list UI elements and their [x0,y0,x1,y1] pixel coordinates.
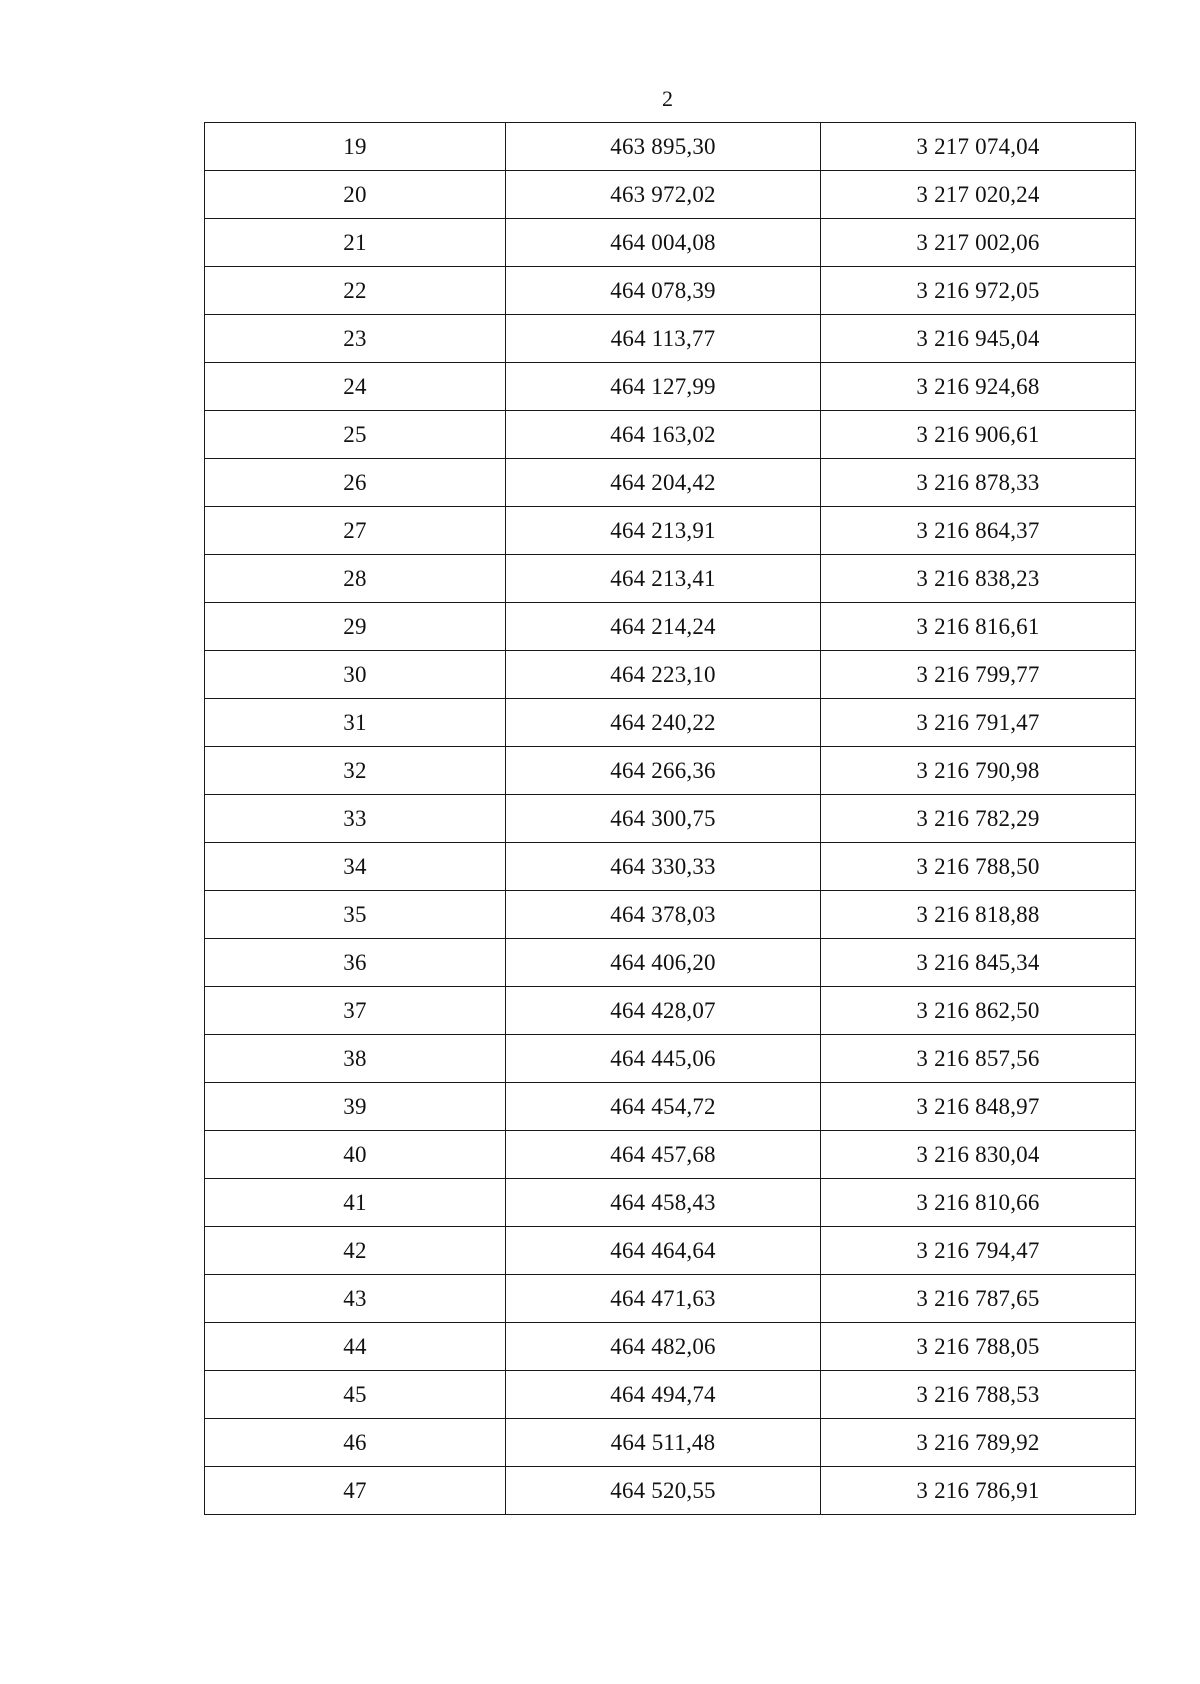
x-coordinate-cell: 464 428,07 [506,987,821,1035]
table-row [205,411,1136,459]
y-coordinate-cell: 3 216 782,29 [821,795,1136,843]
table-row [205,1323,1136,1371]
point-number-cell: 47 [205,1467,506,1515]
point-number-cell: 38 [205,1035,506,1083]
point-number-cell: 44 [205,1323,506,1371]
table-row [205,267,1136,315]
table-row [205,1371,1136,1419]
x-coordinate-cell: 464 330,33 [506,843,821,891]
y-coordinate-cell: 3 216 788,05 [821,1323,1136,1371]
table-row [205,603,1136,651]
y-coordinate-cell: 3 216 788,50 [821,843,1136,891]
table-row [205,123,1136,171]
point-number-cell: 45 [205,1371,506,1419]
point-number-cell: 40 [205,1131,506,1179]
x-coordinate-cell: 464 127,99 [506,363,821,411]
coordinates-table [204,122,1136,1515]
y-coordinate-cell: 3 216 794,47 [821,1227,1136,1275]
y-coordinate-cell: 3 216 816,61 [821,603,1136,651]
point-number-cell: 23 [205,315,506,363]
y-coordinate-cell: 3 217 074,04 [821,123,1136,171]
x-coordinate-cell: 464 266,36 [506,747,821,795]
table-row [205,1035,1136,1083]
x-coordinate-cell: 464 300,75 [506,795,821,843]
y-coordinate-cell: 3 216 864,37 [821,507,1136,555]
point-number-cell: 34 [205,843,506,891]
y-coordinate-cell: 3 216 786,91 [821,1467,1136,1515]
table-row [205,1227,1136,1275]
y-coordinate-cell: 3 216 862,50 [821,987,1136,1035]
y-coordinate-cell: 3 216 857,56 [821,1035,1136,1083]
y-coordinate-cell: 3 216 878,33 [821,459,1136,507]
point-number-cell: 43 [205,1275,506,1323]
x-coordinate-cell: 464 445,06 [506,1035,821,1083]
table-row [205,699,1136,747]
point-number-cell: 19 [205,123,506,171]
point-number-cell: 35 [205,891,506,939]
y-coordinate-cell: 3 216 924,68 [821,363,1136,411]
x-coordinate-cell: 464 240,22 [506,699,821,747]
table-row [205,1275,1136,1323]
point-number-cell: 26 [205,459,506,507]
y-coordinate-cell: 3 216 906,61 [821,411,1136,459]
table-row [205,939,1136,987]
x-coordinate-cell: 464 406,20 [506,939,821,987]
table-row [205,219,1136,267]
x-coordinate-cell: 464 471,63 [506,1275,821,1323]
y-coordinate-cell: 3 216 790,98 [821,747,1136,795]
table-row [205,1083,1136,1131]
y-coordinate-cell: 3 216 845,34 [821,939,1136,987]
y-coordinate-cell: 3 216 838,23 [821,555,1136,603]
x-coordinate-cell: 464 494,74 [506,1371,821,1419]
table-row [205,171,1136,219]
x-coordinate-cell: 464 214,24 [506,603,821,651]
point-number-cell: 41 [205,1179,506,1227]
y-coordinate-cell: 3 217 020,24 [821,171,1136,219]
point-number-cell: 20 [205,171,506,219]
table-row [205,891,1136,939]
coordinates-table-body [205,123,1136,1515]
y-coordinate-cell: 3 216 830,04 [821,1131,1136,1179]
table-row [205,1467,1136,1515]
point-number-cell: 21 [205,219,506,267]
x-coordinate-cell: 464 520,55 [506,1467,821,1515]
point-number-cell: 28 [205,555,506,603]
table-row [205,1419,1136,1467]
table-row [205,1179,1136,1227]
x-coordinate-cell: 464 078,39 [506,267,821,315]
point-number-cell: 37 [205,987,506,1035]
table-row [205,1131,1136,1179]
x-coordinate-cell: 464 163,02 [506,411,821,459]
y-coordinate-cell: 3 216 810,66 [821,1179,1136,1227]
table-row [205,459,1136,507]
x-coordinate-cell: 464 378,03 [506,891,821,939]
point-number-cell: 31 [205,699,506,747]
y-coordinate-cell: 3 216 972,05 [821,267,1136,315]
point-number-cell: 29 [205,603,506,651]
point-number-cell: 32 [205,747,506,795]
x-coordinate-cell: 464 204,42 [506,459,821,507]
y-coordinate-cell: 3 216 818,88 [821,891,1136,939]
x-coordinate-cell: 464 482,06 [506,1323,821,1371]
y-coordinate-cell: 3 216 848,97 [821,1083,1136,1131]
x-coordinate-cell: 464 454,72 [506,1083,821,1131]
table-row [205,315,1136,363]
point-number-cell: 22 [205,267,506,315]
y-coordinate-cell: 3 216 799,77 [821,651,1136,699]
table-row [205,795,1136,843]
y-coordinate-cell: 3 216 945,04 [821,315,1136,363]
point-number-cell: 24 [205,363,506,411]
table-row [205,843,1136,891]
x-coordinate-cell: 464 458,43 [506,1179,821,1227]
point-number-cell: 46 [205,1419,506,1467]
table-row [205,651,1136,699]
x-coordinate-cell: 464 464,64 [506,1227,821,1275]
table-row [205,507,1136,555]
y-coordinate-cell: 3 216 788,53 [821,1371,1136,1419]
table-row [205,555,1136,603]
point-number-cell: 33 [205,795,506,843]
y-coordinate-cell: 3 216 787,65 [821,1275,1136,1323]
x-coordinate-cell: 464 223,10 [506,651,821,699]
point-number-cell: 25 [205,411,506,459]
y-coordinate-cell: 3 216 789,92 [821,1419,1136,1467]
page-number: 2 [662,86,673,111]
x-coordinate-cell: 464 213,41 [506,555,821,603]
point-number-cell: 36 [205,939,506,987]
table-row [205,987,1136,1035]
table-row [205,747,1136,795]
x-coordinate-cell: 464 113,77 [506,315,821,363]
x-coordinate-cell: 464 004,08 [506,219,821,267]
x-coordinate-cell: 464 511,48 [506,1419,821,1467]
point-number-cell: 39 [205,1083,506,1131]
x-coordinate-cell: 464 457,68 [506,1131,821,1179]
point-number-cell: 27 [205,507,506,555]
point-number-cell: 30 [205,651,506,699]
x-coordinate-cell: 464 213,91 [506,507,821,555]
table-row [205,363,1136,411]
y-coordinate-cell: 3 216 791,47 [821,699,1136,747]
x-coordinate-cell: 463 895,30 [506,123,821,171]
point-number-cell: 42 [205,1227,506,1275]
x-coordinate-cell: 463 972,02 [506,171,821,219]
y-coordinate-cell: 3 217 002,06 [821,219,1136,267]
